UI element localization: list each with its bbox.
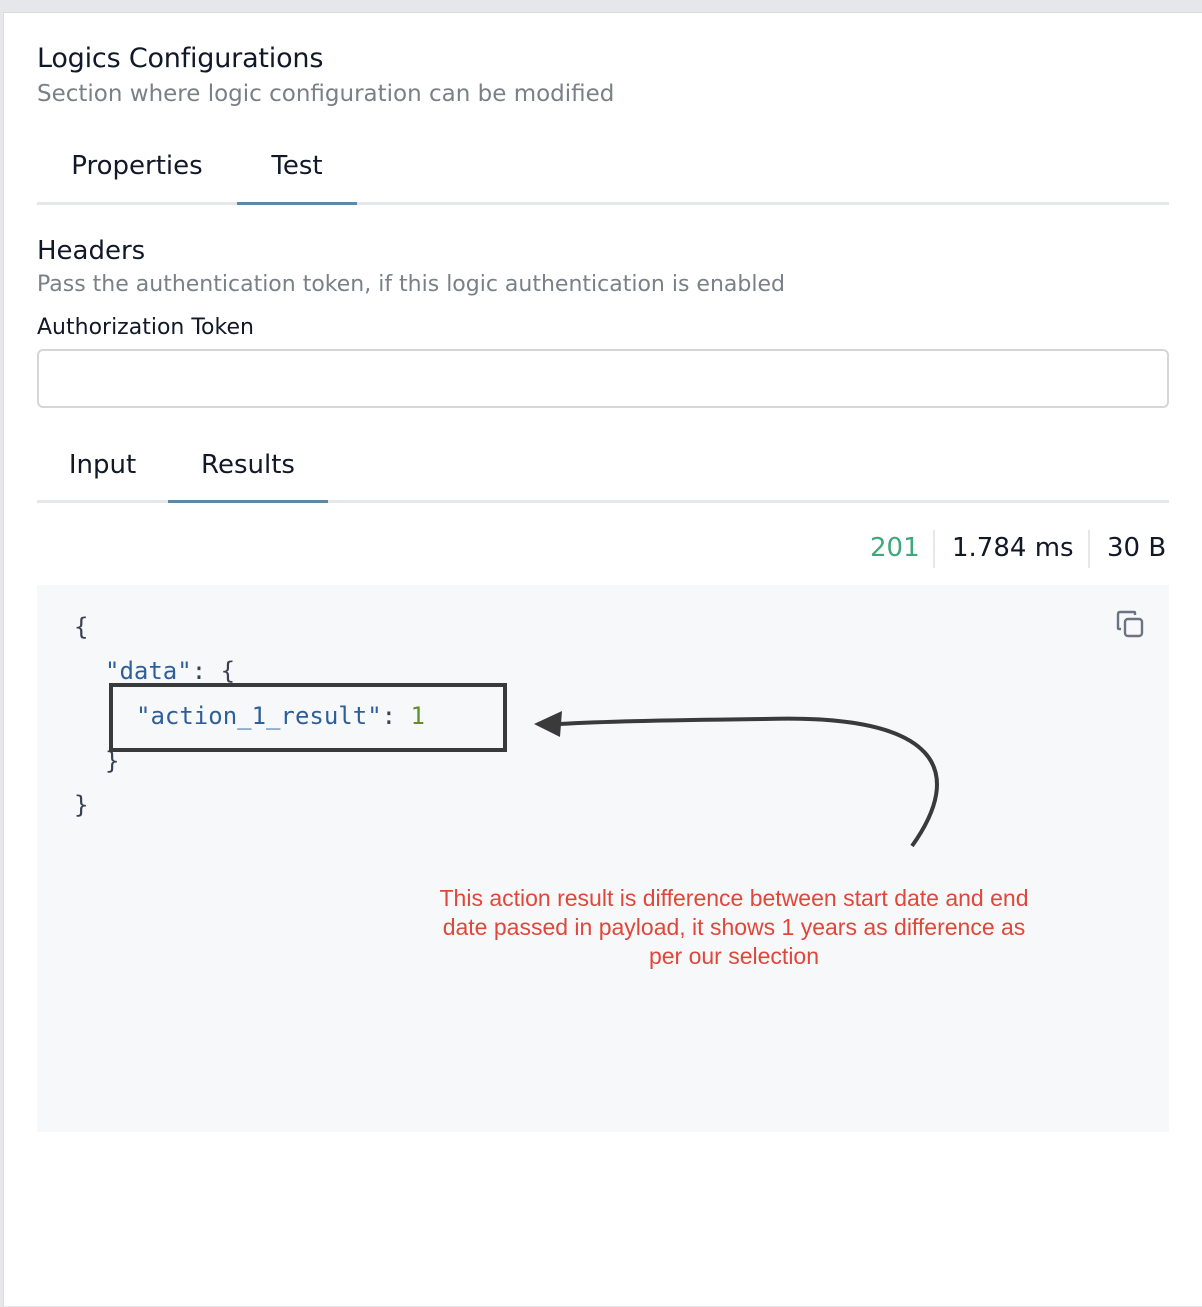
json-data-sep: : {	[191, 657, 236, 685]
annotation-highlight-box	[109, 683, 507, 752]
response-time: 1.784 ms	[952, 533, 1074, 563]
tab-results-active-indicator	[168, 500, 328, 503]
page-subtitle: Section where logic configuration can be modified	[37, 81, 615, 107]
json-data-line	[105, 657, 235, 685]
tab-input[interactable]: Input	[68, 450, 137, 480]
tab-results[interactable]: Results	[201, 450, 295, 480]
authorization-token-input[interactable]	[37, 349, 1169, 408]
annotation-text: This action result is difference between start date and end date passed in payload, it shows 1 years as difference as per our selection	[439, 885, 1029, 969]
response-size: 30 B	[1107, 533, 1167, 563]
headers-description: Pass the authentication token, if this logic authentication is enabled	[37, 272, 785, 297]
status-code: 201	[870, 533, 920, 563]
main-tabbar-divider	[37, 202, 1169, 205]
json-outer-close: }	[74, 791, 89, 819]
logic-config-panel	[3, 12, 1202, 1306]
authorization-token-label: Authorization Token	[37, 315, 254, 340]
meta-separator	[1088, 530, 1090, 568]
tab-test[interactable]: Test	[271, 151, 323, 181]
tab-test-active-indicator	[237, 202, 357, 205]
tab-properties[interactable]: Properties	[71, 151, 203, 181]
headers-heading: Headers	[37, 236, 146, 266]
copy-icon[interactable]	[1115, 609, 1145, 639]
json-key-result: "action_1_result"	[136, 702, 382, 730]
page-title: Logics Configurations	[37, 43, 324, 74]
json-inner-close: }	[105, 747, 120, 775]
json-key-data: "data"	[105, 657, 192, 685]
json-open-brace: {	[74, 613, 89, 641]
json-result-value: 1	[410, 702, 425, 730]
json-result-sep: :	[381, 702, 411, 730]
meta-separator	[933, 530, 935, 568]
